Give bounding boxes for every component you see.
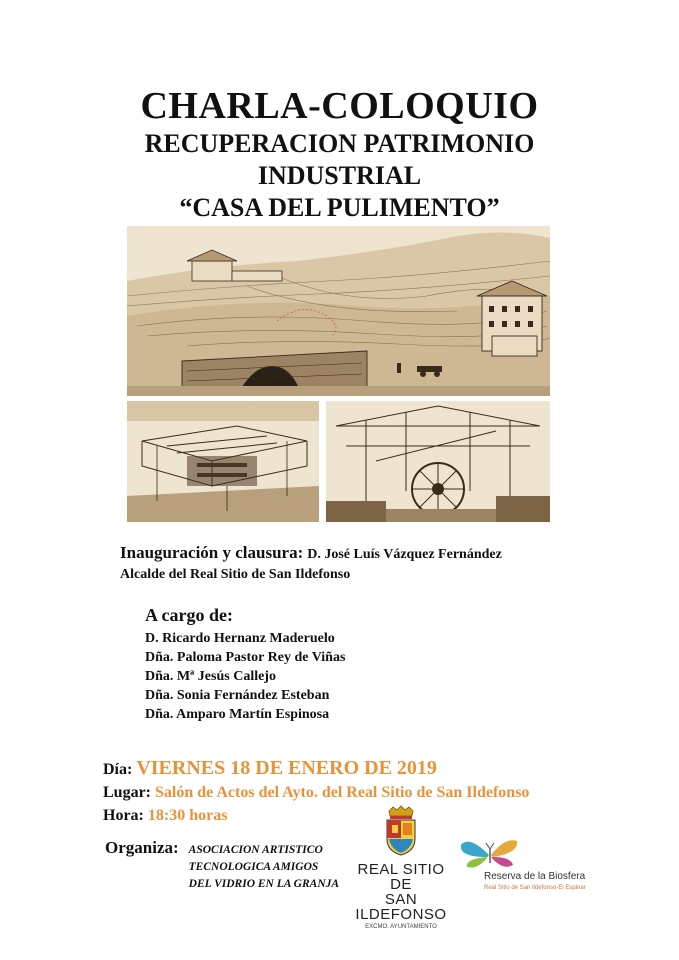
organizer-line: DEL VIDRIO EN LA GRANJA — [188, 878, 340, 890]
organizer-line: ASOCIACION ARTISTICO — [188, 844, 323, 856]
real-sitio-logo — [349, 805, 453, 930]
biosfera-name: Reserva de la Biosfera — [484, 871, 586, 882]
speaker-item: Dña. Sonia Fernández Esteban — [145, 688, 330, 703]
inauguration-role: Alcalde del Real Sitio de San Ildefonso — [120, 567, 351, 582]
day-label: Día: — [103, 761, 133, 778]
place-value: Salón de Actos del Ayto. del Real Sitio de San Ildefonso — [155, 784, 530, 801]
landscape-engraving — [127, 226, 550, 396]
biosfera-sub: Real Sitio de San Ildefonso-El Espinar — [484, 885, 586, 891]
title-line-1: CHARLA-COLOQUIO — [140, 85, 539, 127]
organizer-section — [105, 838, 339, 893]
inauguration-label: Inauguración y clausura: — [120, 543, 304, 562]
speakers-section — [145, 604, 345, 724]
inauguration-section — [120, 543, 502, 583]
organizer-line: TECNOLOGICA AMIGOS — [188, 861, 319, 873]
speaker-item: Dña. Mª Jesús Callejo — [145, 669, 276, 684]
title-line-4: “CASA DEL PULIMENTO” — [179, 193, 500, 222]
day-value: VIERNES 18 DE ENERO DE 2019 — [136, 757, 437, 779]
real-sitio-line-1: REAL SITIO DE — [357, 861, 445, 893]
machinery-engraving — [127, 401, 319, 522]
poster-title — [0, 84, 679, 224]
inauguration-name: D. José Luís Vázquez Fernández — [307, 547, 502, 562]
speaker-item: D. Ricardo Hernanz Maderuelo — [145, 631, 335, 646]
coat-of-arms-icon — [381, 805, 421, 857]
time-value: 18:30 horas — [147, 807, 228, 824]
biosfera-logo — [459, 835, 589, 895]
speaker-item: Dña. Paloma Pastor Rey de Viñas — [145, 650, 346, 665]
real-sitio-sub: EXCMO. AYUNTAMIENTO — [365, 924, 437, 930]
water-wheel-engraving — [326, 401, 550, 522]
speakers-heading: A cargo de: — [145, 605, 233, 625]
title-line-3: INDUSTRIAL — [257, 161, 422, 190]
time-label: Hora: — [103, 807, 144, 824]
event-details — [103, 757, 529, 827]
real-sitio-line-2: SAN ILDEFONSO — [355, 891, 447, 923]
butterfly-icon — [459, 835, 521, 873]
speaker-item: Dña. Amparo Martín Espinosa — [145, 707, 330, 722]
place-label: Lugar: — [103, 784, 151, 801]
title-line-2: RECUPERACION PATRIMONIO — [144, 129, 535, 158]
organizer-label: Organiza: — [105, 838, 179, 857]
